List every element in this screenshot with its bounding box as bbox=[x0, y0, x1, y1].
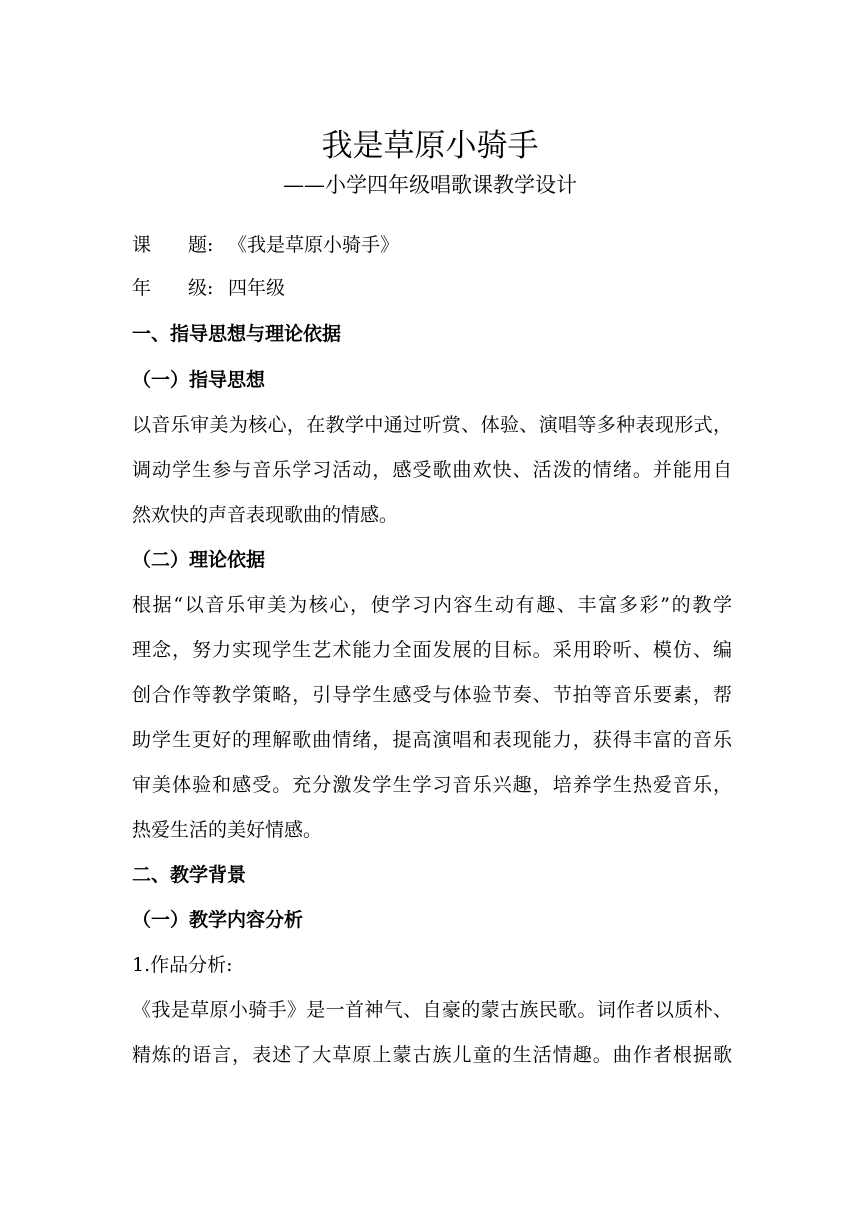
document-subtitle: ——小学四年级唱歌课教学设计 bbox=[283, 173, 577, 197]
document-title: 我是草原小骑手 bbox=[321, 128, 539, 164]
subsection-heading-2-1: （一）教学内容分析 bbox=[132, 909, 304, 931]
paragraph-line: 调动学生参与音乐学习活动，感受歌曲欢快、活泼的情绪。并能用自 bbox=[132, 459, 732, 481]
paragraph-line: 热爱生活的美好情感。 bbox=[132, 819, 323, 841]
subsection-heading-1-2: （二）理论依据 bbox=[132, 549, 266, 571]
paragraph-line: 精炼的语言，表述了大草原上蒙古族儿童的生活情趣。曲作者根据歌 bbox=[132, 1044, 732, 1066]
subsection-heading-1-1: （一）指导思想 bbox=[132, 369, 266, 391]
paragraph-line: 创合作等教学策略，引导学生感受与体验节奏、节拍等音乐要素，帮 bbox=[132, 684, 732, 706]
field-grade-label-b: 级: bbox=[188, 277, 214, 299]
paragraph-line: 助学生更好的理解歌曲情绪，提高演唱和表现能力，获得丰富的音乐 bbox=[132, 729, 732, 751]
section-heading-2: 二、教学背景 bbox=[132, 864, 247, 886]
field-topic-label-a: 课 bbox=[132, 234, 152, 256]
field-topic-label-b: 题: bbox=[188, 234, 214, 256]
field-grade-value: 四年级 bbox=[228, 277, 286, 299]
paragraph-line: 根据“以音乐审美为核心，使学习内容生动有趣、丰富多彩”的教学 bbox=[132, 594, 732, 616]
field-topic-value: 《我是草原小骑手》 bbox=[228, 234, 400, 256]
paragraph-line: 然欢快的声音表现歌曲的情感。 bbox=[132, 504, 399, 526]
list-item-work-analysis: 1.作品分析: bbox=[132, 954, 233, 976]
field-grade-label-a: 年 bbox=[132, 277, 152, 299]
section-heading-1: 一、指导思想与理论依据 bbox=[132, 323, 342, 345]
paragraph-line: 理念，努力实现学生艺术能力全面发展的目标。采用聆听、模仿、编 bbox=[132, 639, 732, 661]
paragraph-line: 以音乐审美为核心，在教学中通过听赏、体验、演唱等多种表现形式， bbox=[132, 414, 732, 436]
paragraph-line: 审美体验和感受。充分激发学生学习音乐兴趣，培养学生热爱音乐， bbox=[132, 774, 732, 796]
paragraph-line: 《我是草原小骑手》是一首神气、自豪的蒙古族民歌。词作者以质朴、 bbox=[132, 999, 732, 1021]
